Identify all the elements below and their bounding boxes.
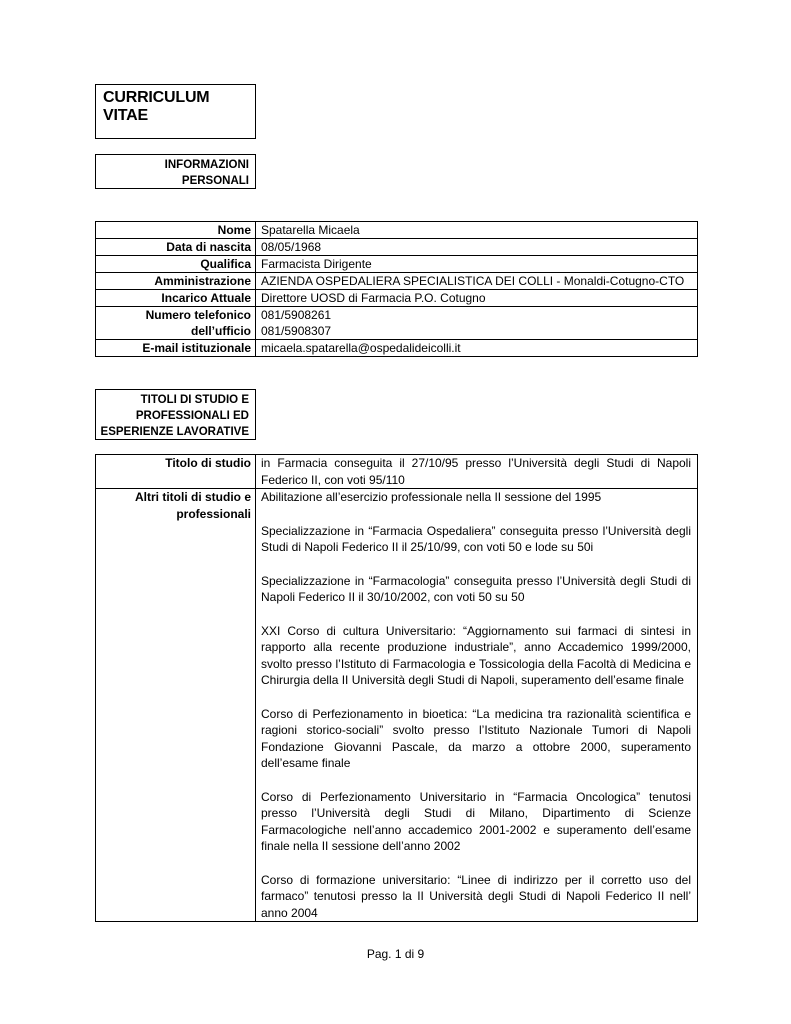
phone-label-line: dell’ufficio xyxy=(191,324,251,338)
personal-info-table xyxy=(95,221,698,357)
studies-table xyxy=(95,454,698,922)
phone-label-line: Numero telefonico xyxy=(145,308,251,322)
degree-value: in Farmacia conseguita il 27/10/95 presso l’Università degli Studi di Napoli Federico II, con voti 95/110 xyxy=(256,455,698,489)
title-box xyxy=(95,84,256,139)
email-value: micaela.spatarella@ospedalideicolli.it xyxy=(256,340,698,357)
table-row xyxy=(96,273,698,290)
other-titles-label-line: Altri titoli di studio e xyxy=(135,490,251,504)
phone-label xyxy=(96,307,256,340)
section-heading-line: PROFESSIONALI ED xyxy=(135,410,249,422)
other-titles-label xyxy=(96,489,256,922)
phone-number: 081/5908307 xyxy=(261,324,332,338)
table-row xyxy=(96,489,698,922)
list-item: Corso di Perfezionamento in bioetica: “La medicina tra razionalità scientifica e ragioni storico-sociali” svolto presso l’Istituto Nazionale Tumori di Napoli Fondazione Giovanni Pascale, da marzo a ottobre 2000, superamento dell’esame finale xyxy=(261,706,691,770)
field-label: Qualifica xyxy=(96,256,256,273)
phone-number: 081/5908261 xyxy=(261,308,332,322)
list-item: Corso di Perfezionamento Universitario in “Farmacia Oncologica” tenutosi presso l’Università degli Studi di Milano, Dipartimento di Scienze Farmacologiche nell’anno accademico 2001-2002 e superamento dell’esame finale nella II sessione dell’anno 2002 xyxy=(261,789,691,853)
list-item: Specializzazione in “Farmacia Ospedaliera” conseguita presso l’Università degli Studi di Napoli Federico II il 25/10/99, con voti 50 e lode su 50i xyxy=(261,523,691,554)
field-label: Amministrazione xyxy=(96,273,256,290)
list-item: Specializzazione in “Farmacologia” conseguita presso l’Università degli Studi di Napoli Federico II il 30/10/2002, con voti 50 su 50 xyxy=(261,573,691,604)
degree-label: Titolo di studio xyxy=(96,455,256,489)
page-number: Pag. 1 di 9 xyxy=(366,947,425,961)
other-titles-label-line: professionali xyxy=(176,506,251,521)
table-row xyxy=(96,239,698,256)
list-item: XXI Corso di cultura Universitario: “Aggiornamento sui farmaci di sintesi in rapporto alla recente produzione industriale”, anno Accademico 1999/2000, svolto presso l’Istituto di Farmacologia e Tossicologia della Facoltà di Medicina e Chirurgia della II Università degli Studi di Napoli, superamento dell’esame finale xyxy=(261,623,691,687)
other-titles-list xyxy=(256,489,698,922)
section-heading-line: TITOLI DI STUDIO E xyxy=(140,394,249,406)
table-row xyxy=(96,455,698,489)
field-value: Spatarella Micaela xyxy=(256,222,698,239)
field-label: Nome xyxy=(96,222,256,239)
section-heading-studies xyxy=(95,389,256,440)
field-value: Farmacista Dirigente xyxy=(256,256,698,273)
field-label: Incarico Attuale xyxy=(96,290,256,307)
phone-value xyxy=(256,307,698,340)
section-heading-line: PERSONALI xyxy=(181,175,249,187)
table-row xyxy=(96,307,698,340)
list-item: Corso di formazione universitario: “Linee di indirizzo per il corretto uso del farmaco” tenutosi presso la II Università degli Studi di Napoli Federico II nell’ anno 2004 xyxy=(261,872,691,920)
field-value: Direttore UOSD di Farmacia P.O. Cotugno xyxy=(256,290,698,307)
field-value: AZIENDA OSPEDALIERA SPECIALISTICA DEI COLLI - Monaldi-Cotugno-CTO xyxy=(256,273,698,290)
field-value: 08/05/1968 xyxy=(256,239,698,256)
table-row xyxy=(96,290,698,307)
section-heading-line: INFORMAZIONI xyxy=(164,159,249,171)
table-row xyxy=(96,256,698,273)
list-item: Abilitazione all’esercizio professionale nella II sessione del 1995 xyxy=(261,490,602,504)
field-label: Data di nascita xyxy=(96,239,256,256)
page-title: CURRICULUM VITAE xyxy=(103,89,210,124)
section-heading-personal xyxy=(95,154,256,189)
email-label: E-mail istituzionale xyxy=(96,340,256,357)
section-heading-line: ESPERIENZE LAVORATIVE xyxy=(100,426,249,438)
table-row xyxy=(96,340,698,357)
table-row xyxy=(96,222,698,239)
